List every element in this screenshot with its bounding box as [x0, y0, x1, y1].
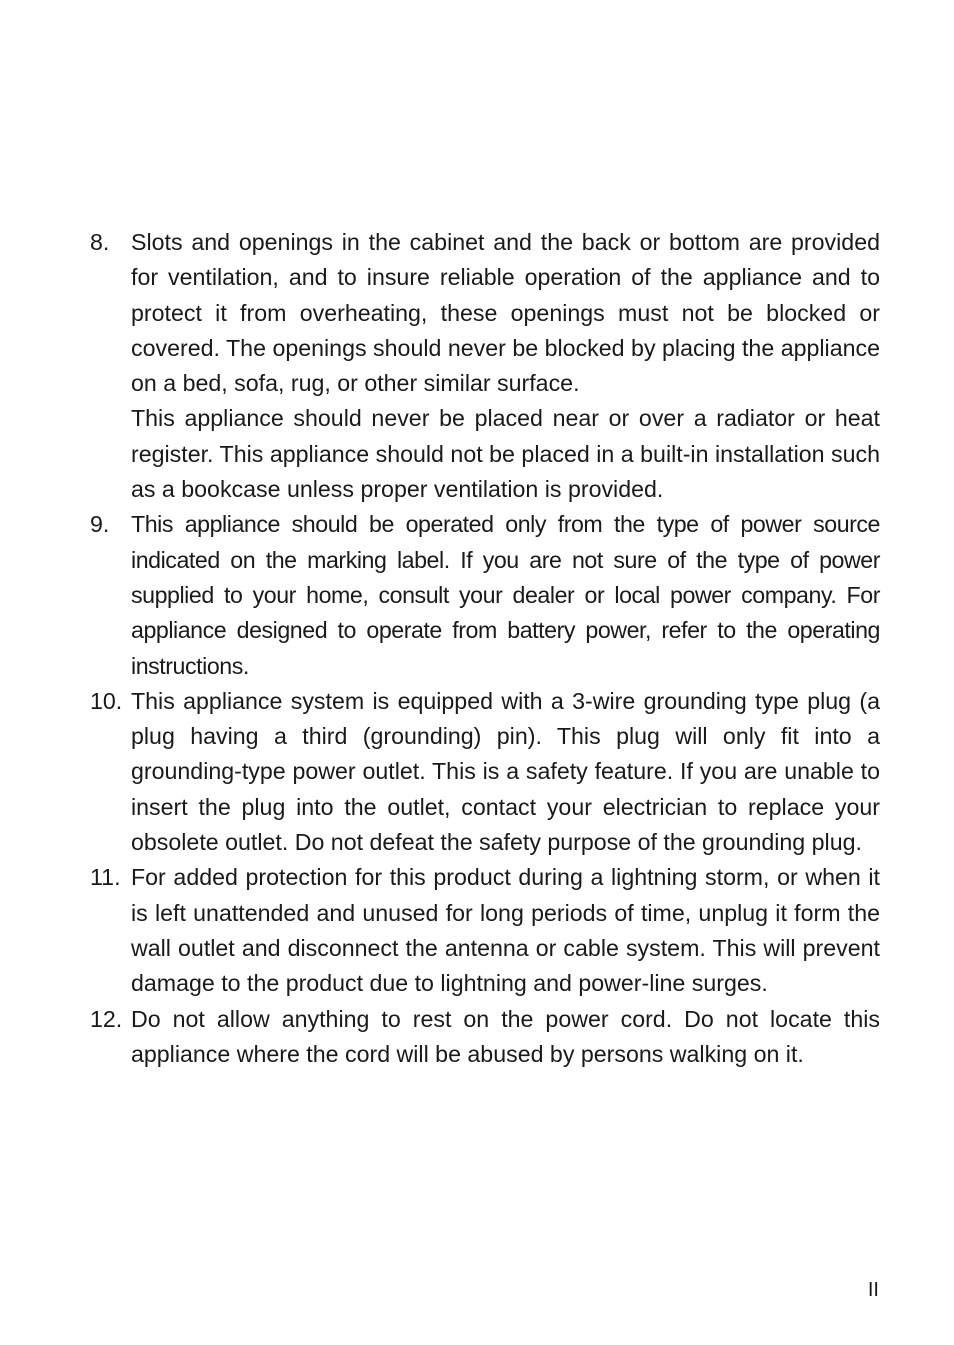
item-paragraph: This appliance should never be placed near or over a radiator or heat register. This appliance should not be placed in a built-in installation such as a bookcase unless proper ventilation is provided.	[131, 405, 880, 503]
item-number: 8.	[90, 229, 110, 255]
list-item-10	[90, 684, 880, 860]
item-paragraph: Slots and openings in the cabinet and the back or bottom are provided for ventilation, and to insure reliable operation of the appliance and to protect it from overheating, these openings must not be blocked or covered. The openings should never be blocked by placing the appliance on a bed, sofa, rug, or other similar surface.	[131, 229, 880, 397]
item-body	[131, 225, 880, 507]
item-paragraph: Do not allow anything to rest on the power cord. Do not locate this appliance where the cord will be abused by persons walking on it.	[131, 1005, 880, 1067]
item-body	[131, 1002, 880, 1073]
list-item-8	[90, 225, 880, 507]
safety-instructions-list	[90, 225, 880, 1072]
page-number: II	[867, 1279, 879, 1301]
item-body	[131, 684, 880, 860]
item-body	[131, 860, 880, 1001]
item-number: 12.	[90, 1005, 123, 1032]
list-item-9	[90, 507, 880, 683]
item-paragraph: This appliance system is equipped with a 3-wire grounding type plug (a plug having a third (grounding) pin). This plug will only fit into a grounding-type power outlet. This is a safety feature. If you are unable to insert the plug into the outlet, contact your electrician to replace your obsolete outlet. Do not defeat the safety purpose of the grounding plug.	[131, 687, 880, 856]
item-paragraph: For added protection for this product during a lightning storm, or when it is left unattended and unused for long periods of time, unplug it form the wall outlet and disconnect the antenna or cable system. This will prevent damage to the product due to lightning and power-line surges.	[131, 864, 880, 997]
list-item-12	[90, 1002, 880, 1073]
item-number: 10.	[90, 687, 123, 714]
item-paragraph: This appliance should be operated only from the type of power source indicated on the marking label. If you are not sure of the type of power supplied to your home, consult your dealer or local power company. For appliance designed to operate from battery power, refer to the operating instructions.	[131, 511, 880, 679]
item-body	[131, 507, 880, 683]
list-item-11	[90, 860, 880, 1001]
item-number: 9.	[90, 511, 110, 538]
item-number: 11.	[90, 864, 121, 891]
